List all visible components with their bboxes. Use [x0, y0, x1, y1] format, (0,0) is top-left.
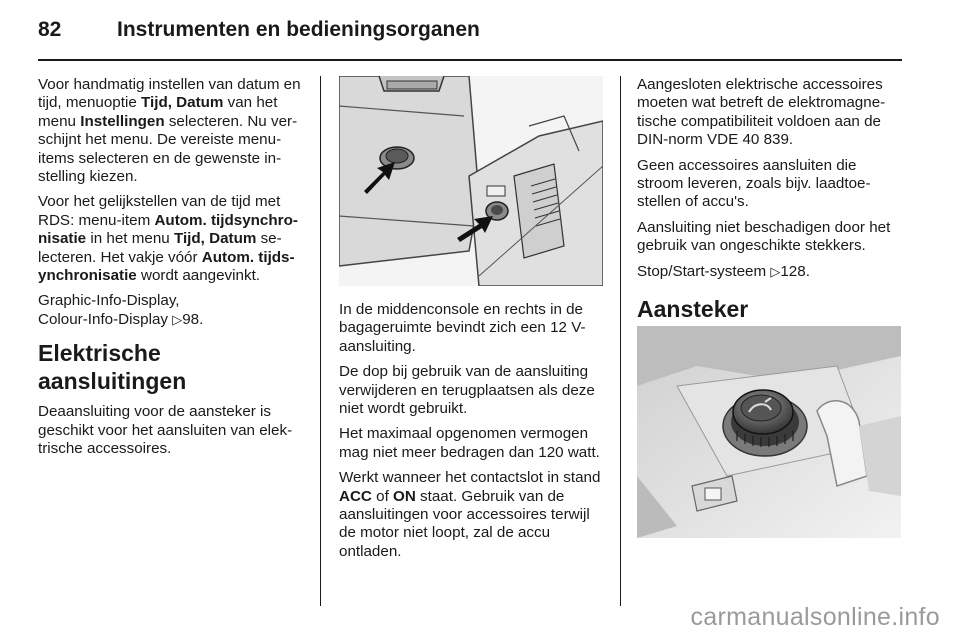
menu-term: Tijd, Datum [141, 94, 224, 112]
paragraph-rds-sync [38, 193, 304, 285]
paragraph-connection-intro: Deaansluiting voor de aansteker is geschikt voor het aansluiten van elektrische accessoires. [38, 403, 293, 458]
paragraph-ignition-note [339, 469, 605, 561]
column-1 [38, 76, 304, 466]
section-heading-electrical-connections: Elektrische aansluitingen [38, 340, 187, 395]
header-rule [38, 59, 902, 61]
paragraph-manual-date-time [38, 76, 304, 186]
figure-12v-socket [339, 76, 603, 286]
text: Werkt wanneer het contactslot in stand [339, 469, 601, 487]
column-3 [637, 76, 903, 331]
menu-term: Instellingen [80, 112, 165, 130]
ignition-term: ON [393, 487, 416, 505]
menu-term: Autom. tijdsynchronisatie [38, 211, 298, 248]
page-reference[interactable]: 128. [780, 262, 810, 280]
paragraph-unsuitable-plugs: Aansluiting niet beschadigen door het gebruik van ongeschikte stekkers. [637, 218, 891, 255]
text: staat. Gebruik van de aansluitingen voor accessoires terwijl de motor niet loopt, zal de accu ontladen. [339, 487, 590, 560]
page-reference-icon: ▷ [172, 311, 183, 327]
paragraph-no-power-sources: Geen accessoires aansluiten die stroom leveren, zoals bijv. laadtoestellen of accu's. [637, 156, 871, 211]
text: Colour-Info-Display [38, 310, 173, 328]
paragraph-stop-start-reference [637, 263, 903, 281]
page-reference-icon: ▷ [770, 263, 781, 279]
figure-cigarette-lighter [637, 326, 901, 538]
text: Voor het gelijkstellen van de tijd met RDS: menu-item [38, 193, 281, 229]
menu-term: Autom. tijdsynchronisatie [38, 248, 295, 285]
column-divider-2 [620, 76, 621, 606]
text: Graphic-Info-Display, [38, 292, 180, 310]
text: Voor handmatig instellen van datum en tijd, menuoptie [38, 76, 301, 112]
paragraph-display-reference [38, 292, 304, 329]
paragraph-socket-location: In de middenconsole en rechts in de bagageruimte bevindt zich een 12 V-aansluiting. [339, 301, 586, 355]
text: selecteren. Het vakje vóór [38, 230, 282, 266]
menu-term: Tijd, Datum [173, 230, 257, 248]
section-heading-lighter: Aansteker [637, 296, 749, 323]
column-2 [339, 301, 605, 568]
paragraph-max-power: Het maximaal opgenomen vermogen mag niet meer bedragen dan 120 watt. [339, 425, 600, 461]
ignition-term: ACC [339, 487, 372, 505]
paragraph-socket-cap: De dop bij gebruik van de aansluiting verwijderen en terugplaatsen als deze niet wordt gebruikt. [339, 363, 595, 418]
page-number: 82 [38, 18, 62, 41]
text: wordt aangevinkt. [136, 267, 261, 285]
column-divider-1 [320, 76, 321, 606]
text: in het menu [86, 230, 174, 248]
text: of [371, 487, 394, 505]
text: van het menu [38, 94, 278, 130]
text: Stop/Start-systeem [637, 262, 771, 280]
paragraph-emc-compliance: Aangesloten elektrische accessoires moeten wat betreft de elektromagnetische compatibiliteit voldoen aan de DIN-norm VDE 40 839. [637, 76, 886, 149]
watermark: carmanualsonline.info [690, 603, 940, 631]
page-reference[interactable]: 98. [182, 310, 204, 328]
text: selecteren. Nu verschijnt het menu. De vereiste menuitems selecteren en de gewenste instelling kiezen. [38, 112, 298, 186]
page-title: Instrumenten en bedieningsorganen [117, 18, 480, 41]
